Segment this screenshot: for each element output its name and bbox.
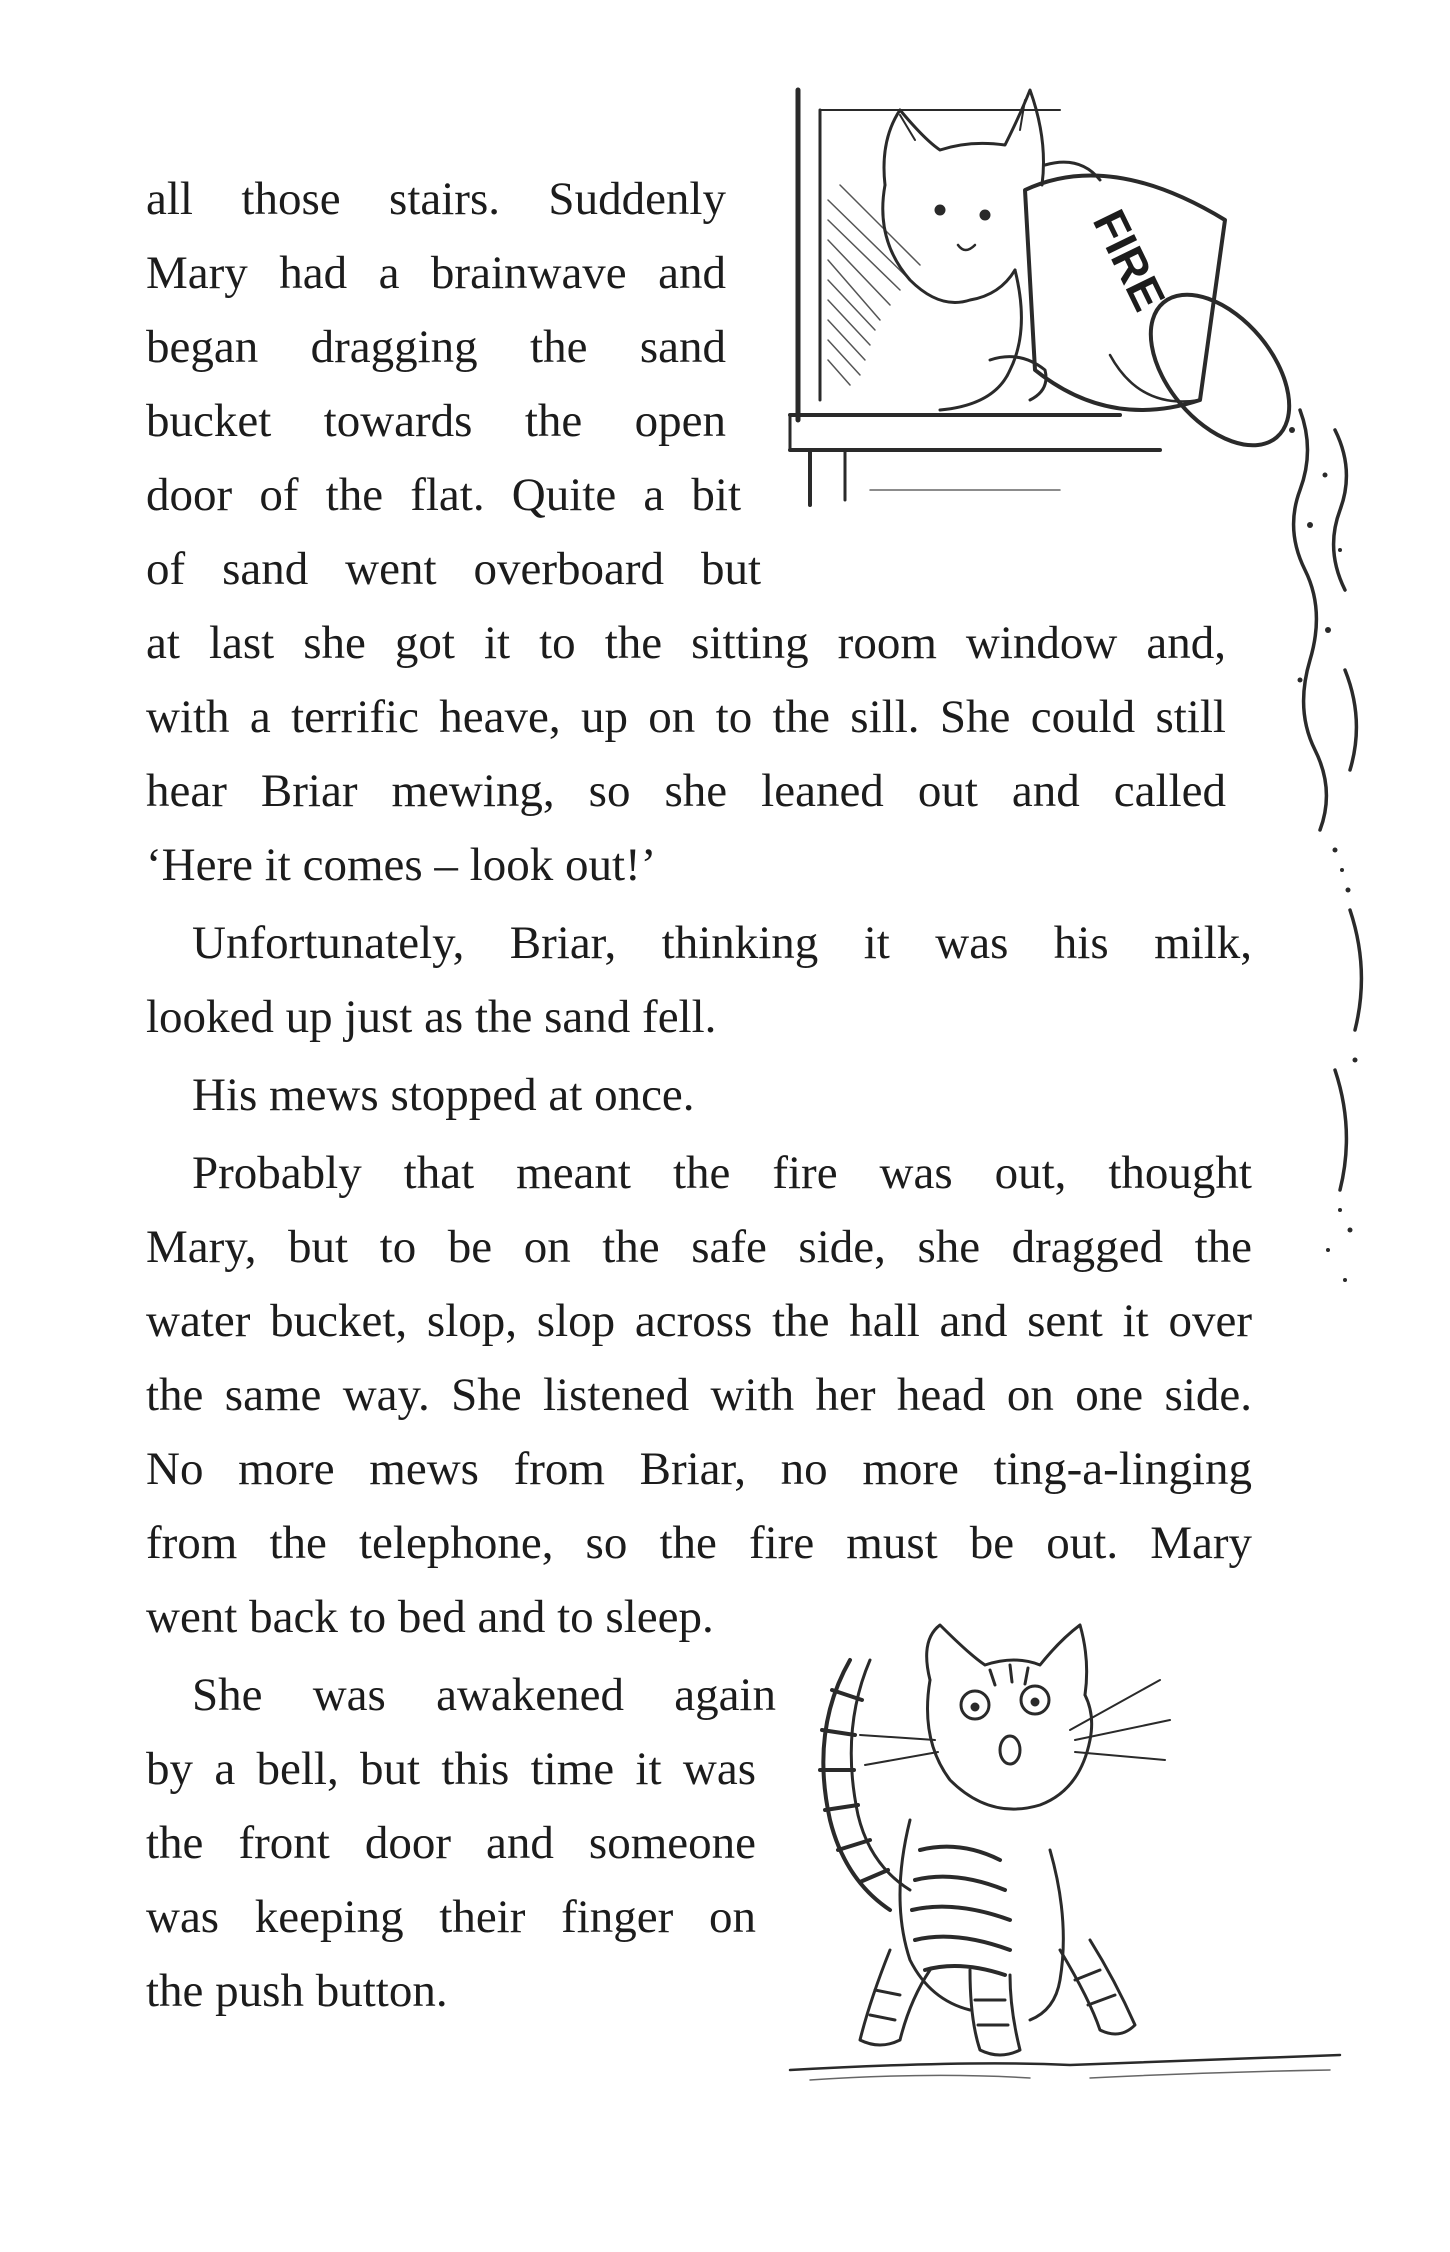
text-line: was keeping their finger on — [146, 1891, 756, 1943]
text-line: the same way. She listened with her head on one side. — [146, 1369, 1252, 1421]
text-line: door of the flat. Quite a bit — [146, 469, 741, 521]
bucket-label: FIRE — [1083, 201, 1176, 319]
text-line: the push button. — [146, 1965, 448, 2017]
text-line: the front door and someone — [146, 1817, 756, 1869]
kitten-pouring-sand-bucket-icon — [780, 70, 1420, 1340]
text-line: of sand went overboard but — [146, 543, 761, 595]
text-line: went back to bed and to sleep. — [146, 1591, 714, 1643]
text-line: bucket towards the open — [146, 395, 726, 447]
kitten-pouring-sand-illustration — [780, 70, 1420, 1340]
paragraph-first-line: She was awakened again — [192, 1669, 776, 1721]
paragraph-first-line: Probably that meant the fire was out, thought — [192, 1147, 1252, 1199]
text-line: Mary, but to be on the safe side, she dragged the — [146, 1221, 1252, 1273]
text-line: all those stairs. Suddenly — [146, 173, 726, 225]
text-line: Mary had a brainwave and — [146, 247, 726, 299]
text-line: with a terrific heave, up on to the sill. She could still — [146, 691, 1226, 743]
text-line: began dragging the sand — [146, 321, 726, 373]
text-line: hear Briar mewing, so she leaned out and called — [146, 765, 1226, 817]
text-line: ‘Here it comes – look out!’ — [146, 839, 657, 891]
text-line: by a bell, but this time it was — [146, 1743, 756, 1795]
text-line: water bucket, slop, slop across the hall and sent it over — [146, 1295, 1252, 1347]
paragraph-first-line: Unfortunately, Briar, thinking it was his milk, — [192, 917, 1252, 969]
text-line: No more mews from Briar, no more ting-a-linging — [146, 1443, 1252, 1495]
text-line: looked up just as the sand fell. — [146, 991, 717, 1043]
startled-tabby-cat-icon — [770, 1620, 1360, 2100]
text-line: at last she got it to the sitting room window and, — [146, 617, 1226, 669]
text-line: from the telephone, so the fire must be out. Mary — [146, 1517, 1252, 1569]
startled-cat-illustration — [770, 1620, 1360, 2100]
paragraph-first-line: His mews stopped at once. — [192, 1069, 695, 1121]
